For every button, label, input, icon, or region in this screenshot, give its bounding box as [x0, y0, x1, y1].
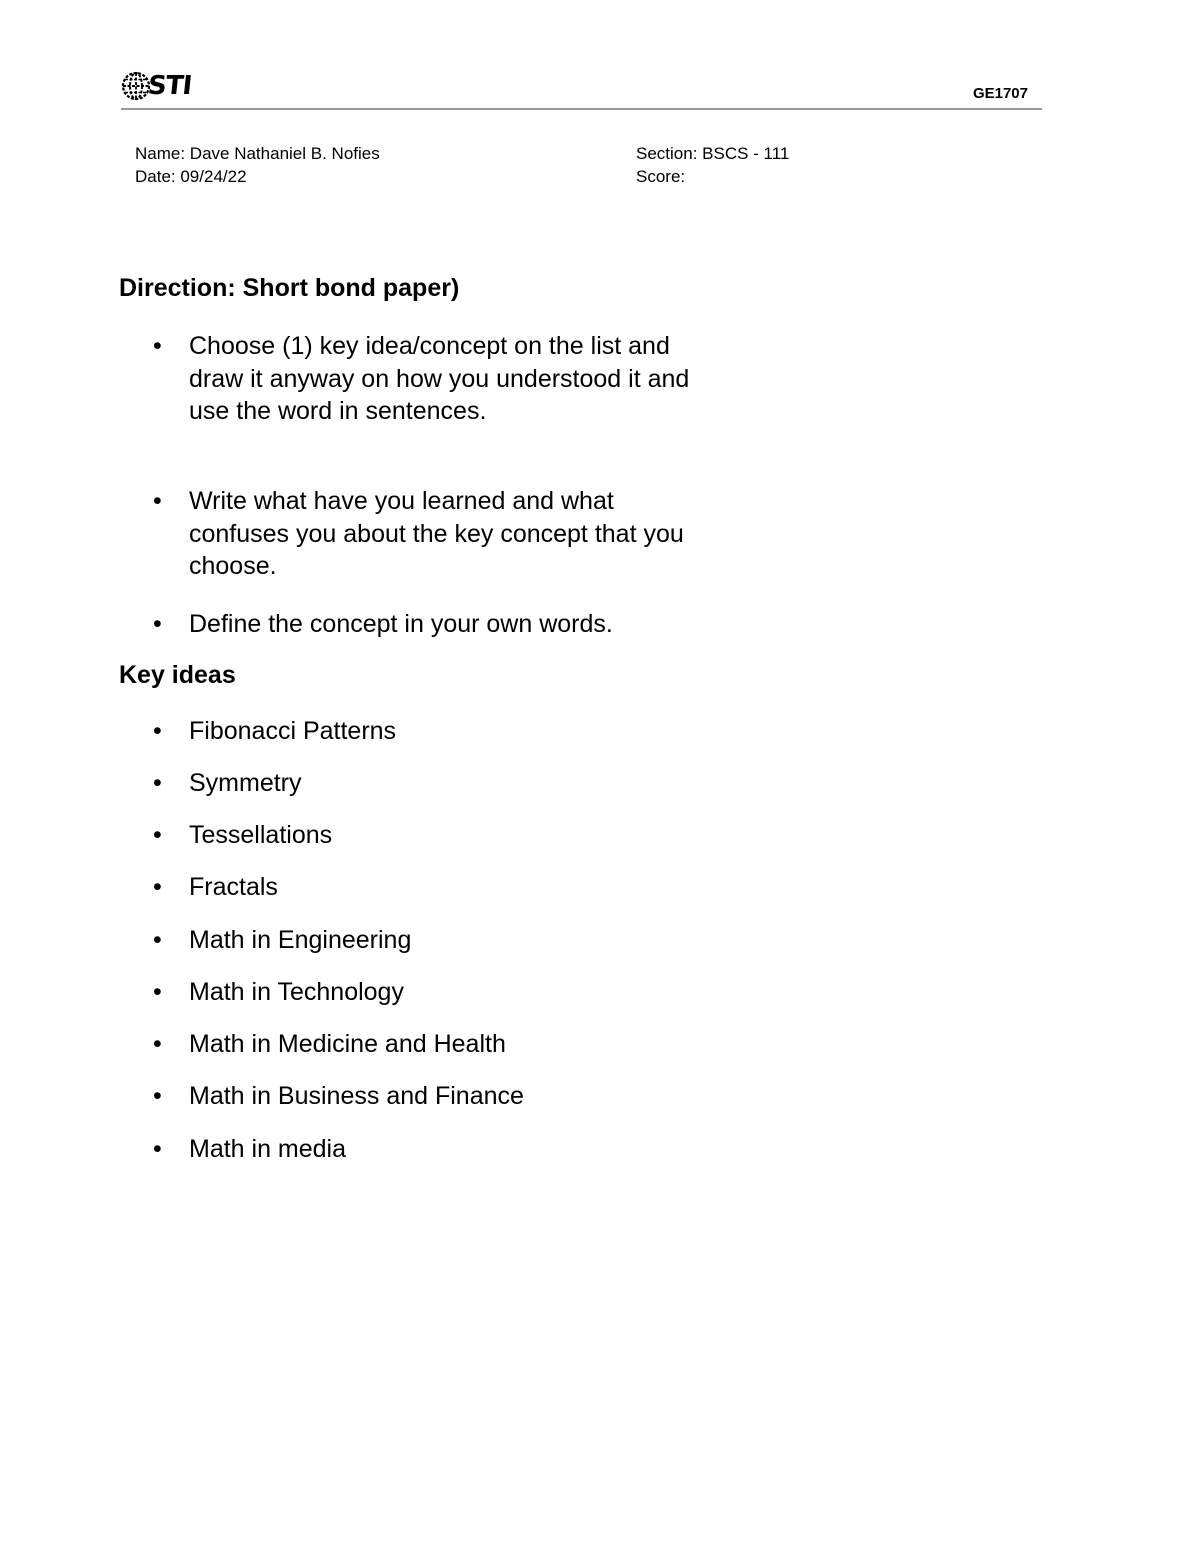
direction-item-text: Write what have you learned and what confuses you about the key concept that you choose.: [189, 487, 684, 580]
key-idea-item: [153, 1028, 713, 1061]
bullet-icon: •: [153, 1030, 162, 1058]
key-idea-text: Tessellations: [189, 821, 333, 849]
direction-item: [153, 485, 713, 583]
bullet-icon: •: [153, 1135, 162, 1163]
key-idea-text: Math in Medicine and Health: [189, 1030, 506, 1058]
direction-item-text: Define the concept in your own words.: [189, 610, 613, 638]
key-idea-text: Symmetry: [189, 769, 302, 797]
bullet-icon: •: [153, 717, 162, 745]
key-idea-item: [153, 1133, 713, 1166]
submission-date: Date: 09/24/22: [135, 167, 247, 186]
bullet-icon: •: [153, 821, 162, 849]
key-idea-text: Fibonacci Patterns: [189, 717, 397, 745]
score-field: Score:: [636, 167, 686, 186]
key-idea-text: Math in Technology: [189, 978, 404, 1006]
direction-item: [153, 330, 713, 428]
bullet-icon: •: [153, 978, 162, 1006]
course-code: GE1707: [972, 85, 1028, 102]
direction-heading: Direction: Short bond paper): [119, 274, 460, 302]
bullet-icon: •: [153, 769, 162, 797]
direction-item: [153, 608, 713, 641]
key-idea-item: [153, 976, 713, 1009]
logo-wordmark: STI: [146, 71, 193, 101]
key-idea-item: [153, 1080, 713, 1113]
key-idea-item: [153, 715, 713, 748]
key-idea-item: [153, 924, 713, 957]
bullet-icon: •: [153, 487, 162, 515]
key-ideas-heading: Key ideas: [119, 661, 236, 689]
header-divider: [121, 108, 1042, 110]
key-idea-item: [153, 767, 713, 800]
bullet-icon: •: [153, 926, 162, 954]
key-idea-text: Math in media: [189, 1135, 347, 1163]
key-idea-text: Math in Engineering: [189, 926, 412, 954]
sti-logo: [121, 70, 191, 102]
key-idea-item: [153, 819, 713, 852]
student-info-left: [135, 142, 380, 188]
direction-item-text: Choose (1) key idea/concept on the list and draw it anyway on how you understood it and use the word in sentences.: [189, 332, 690, 425]
key-idea-text: Math in Business and Finance: [189, 1082, 524, 1110]
bullet-icon: •: [153, 873, 162, 901]
key-idea-text: Fractals: [189, 873, 278, 901]
student-section: Section: BSCS - 111: [636, 144, 790, 163]
student-info-right: [636, 142, 789, 188]
bullet-icon: •: [153, 1082, 162, 1110]
bullet-icon: •: [153, 610, 162, 638]
student-name: Name: Dave Nathaniel B. Nofies: [135, 144, 380, 163]
bullet-icon: •: [153, 332, 162, 360]
key-idea-item: [153, 871, 713, 904]
